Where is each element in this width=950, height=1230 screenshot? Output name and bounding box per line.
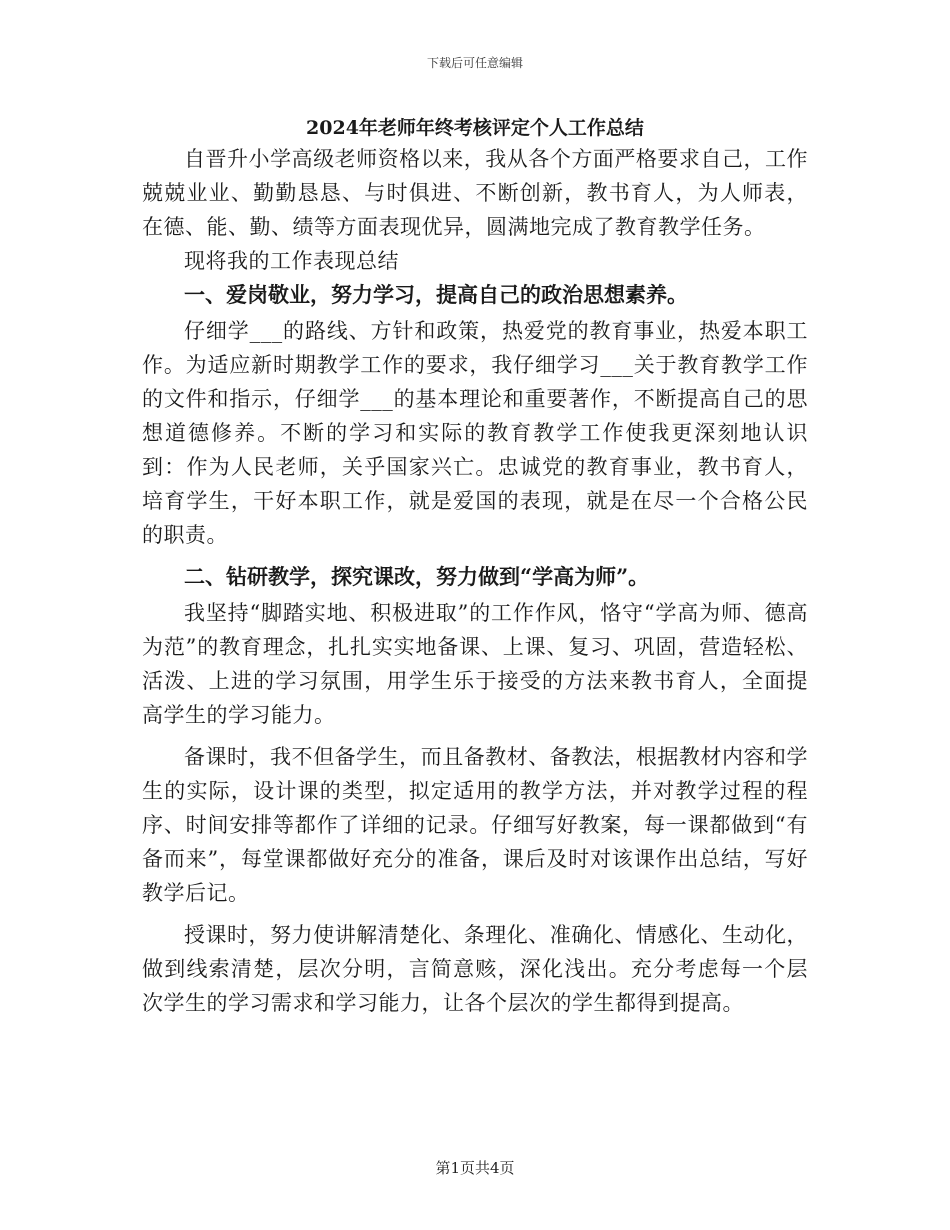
summary-lead: 现将我的工作表现总结: [184, 249, 399, 273]
section-1-paragraph-1: 仔细学___的路线、方针和政策，热爱党的教育事业，热爱本职工作。为适应新时期教学工作的要求，我仔细学习___关于教育教学工作的文件和指示，仔细学___的基本理论和重要著作，不断提高自己的思想道德修养。不断的学习和实际的教育教学工作使我更深刻地认识到：作为人民老师，关乎国家兴亡。忠诚党的教育事业，教书育人，培育学生，干好本职工作，就是爱国的表现，就是在尽一个合格公民的职责。: [142, 319, 808, 547]
section-2-paragraph-1: 我坚持“脚踏实地、积极进取”的工作作风，恪守“学高为师、德高为范”的教育理念，扎扎实实地备课、上课、复习、巩固，营造轻松、活泼、上进的学习氛围，用学生乐于接受的方法来教书育人，全面提高学生的学习能力。: [142, 601, 808, 727]
section-2-paragraph-2: 备课时，我不但备学生，而且备教材、备教法，根据教材内容和学生的实际，设计课的类型，拟定适用的教学方法，并对教学过程的程序、时间安排等都作了详细的记录。仔细写好教案，每一课都做到“有备而来”，每堂课都做好充分的准备，课后及时对该课作出总结，写好教学后记。: [142, 745, 808, 905]
section-1-heading: 一、爱岗敬业，努力学习，提高自己的政治思想素养。: [184, 282, 688, 307]
section-2-paragraph-3: 授课时，努力使讲解清楚化、条理化、准确化、情感化、生动化，做到线索清楚，层次分明，言简意赅，深化浅出。充分考虑每一个层次学生的学习需求和学习能力，让各个层次的学生都得到提高。: [142, 923, 808, 1015]
page-footer-number: 第1页共4页: [435, 1159, 515, 1177]
page-header-note: 下载后可任意编辑: [426, 56, 523, 70]
intro-paragraph: 自晋升小学高级老师资格以来，我从各个方面严格要求自己，工作兢兢业业、勤勤恳恳、与时俱进、不断创新，教书育人，为人师表，在德、能、勤、绩等方面表现优异，圆满地完成了教育教学任务。: [142, 147, 808, 239]
document-body: [142, 114, 808, 1020]
document-title: 2024年老师年终考核评定个人工作总结: [306, 117, 644, 139]
section-2-heading: 二、钻研教学，探究课改，努力做到“学高为师”。: [184, 564, 650, 589]
